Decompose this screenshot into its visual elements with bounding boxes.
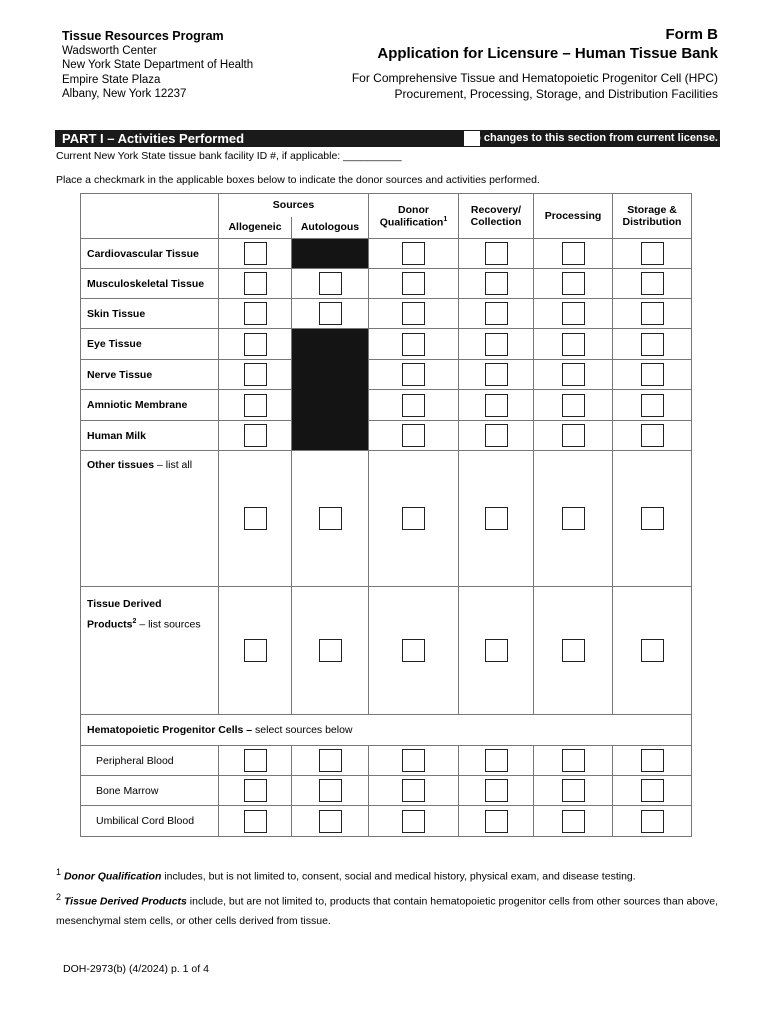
table-cell — [459, 269, 534, 299]
table-cell — [613, 299, 692, 329]
table-row — [81, 451, 692, 587]
checkbox[interactable] — [485, 810, 508, 833]
donor-qualification-header — [369, 194, 459, 239]
checkbox[interactable] — [641, 242, 664, 265]
checkbox[interactable] — [562, 424, 585, 447]
form-label: Form B — [665, 26, 718, 43]
row-label: Peripheral Blood — [81, 746, 219, 776]
table-cell — [613, 269, 692, 299]
footnote-text: include, but are not limited to, products that contain hematopoietic progenitor cells from other sources than above, mesenchymal stem cells, or other cells derived from tissue. — [56, 895, 719, 927]
other-tissues-label[interactable] — [81, 451, 219, 587]
checkbox[interactable] — [641, 333, 664, 356]
subtitle-line-1: For Comprehensive Tissue and Hematopoietic Progenitor Cell (HPC) — [351, 71, 718, 85]
checkbox[interactable] — [485, 424, 508, 447]
checkbox[interactable] — [485, 242, 508, 265]
header-text: Donor — [398, 203, 429, 216]
table-cell — [534, 360, 613, 390]
checkbox[interactable] — [402, 242, 425, 265]
table-cell — [459, 746, 534, 776]
disabled-cell — [292, 329, 369, 451]
table-row — [81, 715, 692, 746]
address-line: Albany, New York 12237 — [62, 88, 187, 100]
table-cell — [219, 746, 292, 776]
checkbox[interactable] — [319, 779, 342, 802]
checkbox[interactable] — [562, 639, 585, 662]
table-row — [81, 390, 692, 421]
row-label: Human Milk — [81, 421, 219, 451]
checkbox[interactable] — [485, 333, 508, 356]
checkbox[interactable] — [485, 394, 508, 417]
table-cell — [292, 776, 369, 806]
header-text: Storage & — [627, 204, 677, 216]
table-cell — [219, 421, 292, 451]
checkbox[interactable] — [641, 302, 664, 325]
footnote-ref: 1 — [443, 215, 448, 223]
table-cell — [292, 806, 369, 837]
table-cell — [219, 390, 292, 421]
checkbox[interactable] — [402, 424, 425, 447]
table-cell — [613, 776, 692, 806]
table-cell — [613, 587, 692, 715]
row-label: Eye Tissue — [81, 329, 219, 360]
table-cell — [534, 776, 613, 806]
header-blank-cell — [81, 194, 219, 239]
footnote-ref: 2 — [132, 618, 137, 625]
program-name: Tissue Resources Program — [62, 29, 224, 43]
table-cell — [459, 451, 534, 587]
autologous-header: Autologous — [292, 217, 369, 239]
table-cell — [534, 269, 613, 299]
row-label-note: – list sources — [136, 618, 201, 631]
checkbox[interactable] — [244, 242, 267, 265]
table-cell — [459, 587, 534, 715]
part-1-title: PART I – Activities Performed — [62, 131, 245, 146]
subtitle — [352, 70, 718, 102]
header-text: Qualification — [379, 216, 444, 229]
subtitle-line-2: Procurement, Processing, Storage, and Distribution Facilities — [394, 87, 718, 101]
processing-header: Processing — [534, 194, 613, 239]
checkbox[interactable] — [244, 424, 267, 447]
table-cell — [459, 776, 534, 806]
table-cell — [613, 806, 692, 837]
address-line: Empire State Plaza — [62, 73, 161, 86]
table-cell — [534, 587, 613, 715]
row-label: Amniotic Membrane — [81, 390, 219, 421]
table-cell — [369, 776, 459, 806]
table-cell — [219, 587, 292, 715]
table-row — [81, 299, 692, 329]
checkbox[interactable] — [562, 272, 585, 295]
checkbox[interactable] — [402, 333, 425, 356]
checkbox[interactable] — [641, 749, 664, 772]
checkbox[interactable] — [562, 333, 585, 356]
table-cell — [459, 390, 534, 421]
checkbox[interactable] — [244, 302, 267, 325]
table-cell — [459, 421, 534, 451]
hpc-section-header — [81, 715, 692, 746]
no-changes-label: No changes to this section from current license. — [466, 132, 718, 144]
table-cell — [534, 451, 613, 587]
table-cell — [369, 269, 459, 299]
checkbox[interactable] — [485, 749, 508, 772]
footnotes — [56, 862, 736, 931]
table-cell — [613, 239, 692, 269]
table-cell — [613, 390, 692, 421]
activities-table — [80, 193, 692, 837]
checkbox[interactable] — [562, 810, 585, 833]
table-cell — [369, 299, 459, 329]
table-cell — [459, 239, 534, 269]
checkbox[interactable] — [319, 749, 342, 772]
table-cell — [534, 806, 613, 837]
header-text: Distribution — [622, 216, 682, 228]
address-line: New York State Department of Health — [62, 59, 254, 71]
table-cell — [219, 806, 292, 837]
table-row — [81, 329, 692, 360]
checkbox[interactable] — [641, 507, 664, 530]
checkbox[interactable] — [402, 810, 425, 833]
row-label-note: – list all — [154, 459, 193, 471]
checkbox[interactable] — [244, 333, 267, 356]
checkbox[interactable] — [641, 424, 664, 447]
table-cell — [459, 329, 534, 360]
table-row — [81, 806, 692, 837]
checkbox[interactable] — [402, 272, 425, 295]
hpc-title: Hematopoietic Progenitor Cells – — [87, 724, 253, 736]
hpc-note: select sources below — [252, 724, 353, 736]
footnote-text: includes, but is not limited to, consent, social and medical history, physical exam, and disease testing. — [161, 870, 636, 883]
table-cell — [613, 360, 692, 390]
table-cell — [292, 587, 369, 715]
checkbox[interactable] — [562, 242, 585, 265]
table-cell — [292, 269, 369, 299]
disabled-cell — [292, 239, 369, 269]
table-cell — [459, 299, 534, 329]
table-cell — [534, 746, 613, 776]
checkbox[interactable] — [485, 507, 508, 530]
table-cell — [292, 451, 369, 587]
table-cell — [459, 360, 534, 390]
allogeneic-header: Allogeneic — [219, 217, 292, 239]
sources-header: Sources — [219, 194, 369, 217]
part-1-header-bar — [55, 130, 720, 147]
table-cell — [369, 451, 459, 587]
row-label: Musculoskeletal Tissue — [81, 269, 219, 299]
footnote-number: 1 — [56, 867, 62, 877]
checkbox[interactable] — [485, 363, 508, 386]
table-cell — [534, 299, 613, 329]
table-cell — [534, 421, 613, 451]
table-cell — [219, 329, 292, 360]
checkbox[interactable] — [319, 272, 342, 295]
checkbox[interactable] — [319, 302, 342, 325]
row-label: Nerve Tissue — [81, 360, 219, 390]
address-line: Wadsworth Center — [62, 44, 157, 57]
table-row — [81, 269, 692, 299]
header-text: Collection — [470, 216, 522, 228]
table-row — [81, 587, 692, 715]
table-cell — [534, 239, 613, 269]
checkbox[interactable] — [641, 779, 664, 802]
table-cell — [534, 329, 613, 360]
checkbox[interactable] — [319, 507, 342, 530]
checkbox[interactable] — [244, 749, 267, 772]
document-id-footer: DOH-2973(b) (4/2024) p. 1 of 4 — [63, 963, 209, 975]
checkbox[interactable] — [319, 810, 342, 833]
row-label: Skin Tissue — [81, 299, 219, 329]
table-cell — [369, 746, 459, 776]
table-cell — [459, 806, 534, 837]
checkbox[interactable] — [562, 363, 585, 386]
row-label: Umbilical Cord Blood — [81, 806, 219, 837]
checkbox[interactable] — [641, 272, 664, 295]
table-row — [81, 421, 692, 451]
checkbox[interactable] — [244, 779, 267, 802]
checkbox[interactable] — [485, 779, 508, 802]
footnote-2 — [56, 887, 736, 932]
table-row — [81, 776, 692, 806]
table-cell — [613, 421, 692, 451]
checkbox[interactable] — [244, 639, 267, 662]
footnote-number: 2 — [56, 891, 62, 902]
checkbox[interactable] — [402, 639, 425, 662]
table-row — [81, 360, 692, 390]
checkbox[interactable] — [485, 272, 508, 295]
checkbox[interactable] — [402, 394, 425, 417]
table-row — [81, 239, 692, 269]
table-cell — [292, 299, 369, 329]
table-cell — [292, 746, 369, 776]
table-cell — [369, 806, 459, 837]
table-cell — [369, 329, 459, 360]
footnote-1 — [56, 862, 736, 887]
tissue-derived-label[interactable] — [81, 587, 219, 715]
table-cell — [219, 776, 292, 806]
checkbox[interactable] — [244, 810, 267, 833]
table-cell — [369, 421, 459, 451]
table-cell — [219, 239, 292, 269]
program-address-block — [62, 29, 253, 102]
table-cell — [219, 299, 292, 329]
row-label: Cardiovascular Tissue — [81, 239, 219, 269]
checkbox[interactable] — [485, 302, 508, 325]
table-cell — [613, 451, 692, 587]
checkbox[interactable] — [402, 507, 425, 530]
instruction-text: Place a checkmark in the applicable boxes below to indicate the donor sources and activities performed. — [56, 174, 540, 186]
row-label: Bone Marrow — [81, 776, 219, 806]
checkbox[interactable] — [562, 779, 585, 802]
checkbox[interactable] — [244, 507, 267, 530]
table-cell — [369, 390, 459, 421]
footnote-term: Donor Qualification — [63, 870, 162, 883]
table-cell — [219, 360, 292, 390]
checkbox[interactable] — [641, 810, 664, 833]
footnote-term: Tissue Derived Products — [63, 895, 187, 907]
table-row — [81, 746, 692, 776]
checkbox[interactable] — [562, 394, 585, 417]
checkbox[interactable] — [641, 363, 664, 386]
row-label-bold: Products — [87, 618, 133, 631]
header-text: Recovery/ — [470, 204, 522, 216]
table-cell — [369, 239, 459, 269]
checkbox[interactable] — [641, 394, 664, 417]
checkbox[interactable] — [562, 507, 585, 530]
table-cell — [369, 360, 459, 390]
row-label-bold: Other tissues — [87, 459, 155, 471]
checkbox[interactable] — [562, 302, 585, 325]
checkbox[interactable] — [485, 639, 508, 662]
checkbox[interactable] — [319, 639, 342, 662]
form-title-block — [352, 26, 718, 102]
table-cell — [613, 746, 692, 776]
page-title: Application for Licensure – Human Tissue Bank — [377, 45, 718, 62]
table-cell — [219, 451, 292, 587]
checkbox[interactable] — [244, 272, 267, 295]
checkbox[interactable] — [641, 639, 664, 662]
checkbox[interactable] — [244, 363, 267, 386]
checkbox[interactable] — [402, 302, 425, 325]
facility-id-field[interactable]: Current New York State tissue bank facility ID #, if applicable: __________ — [56, 150, 402, 162]
table-cell — [534, 390, 613, 421]
recovery-collection-header — [459, 194, 534, 239]
table-cell — [369, 587, 459, 715]
table-cell — [613, 329, 692, 360]
checkbox[interactable] — [562, 749, 585, 772]
checkbox[interactable] — [402, 363, 425, 386]
checkbox[interactable] — [402, 779, 425, 802]
table-cell — [219, 269, 292, 299]
checkbox[interactable] — [244, 394, 267, 417]
row-label-bold: Tissue Derived — [87, 598, 162, 610]
checkbox[interactable] — [402, 749, 425, 772]
storage-distribution-header — [613, 194, 692, 239]
